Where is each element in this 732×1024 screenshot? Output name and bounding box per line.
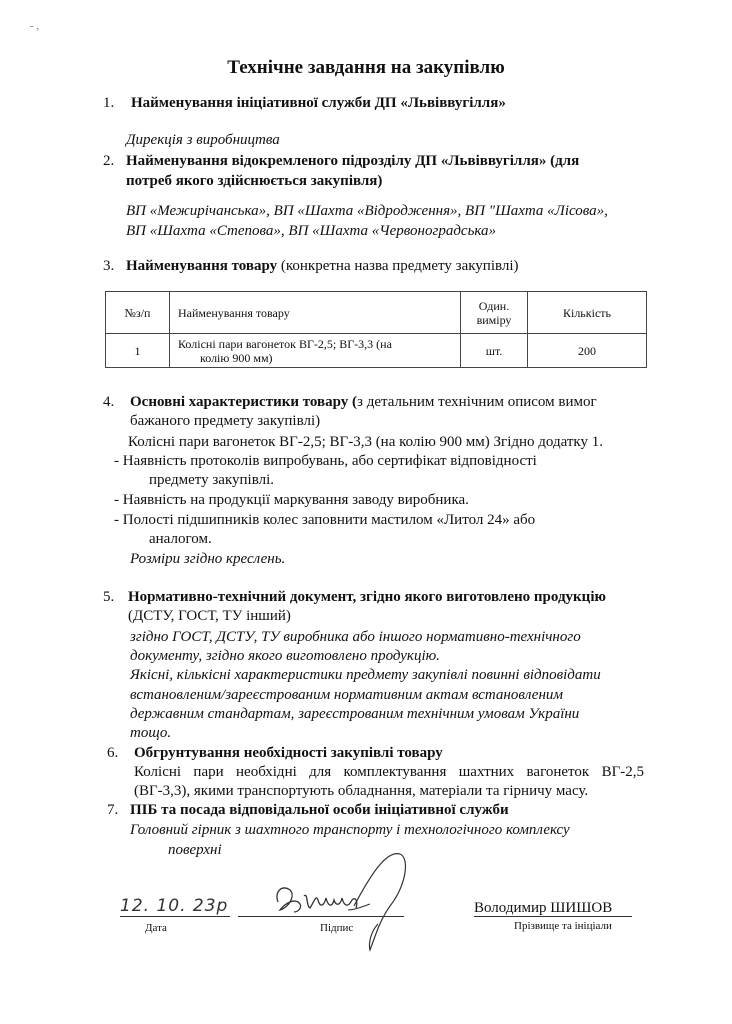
section-3-number: 3.	[103, 258, 115, 274]
section-3-heading-rest: (конкретна назва предмету закупівлі)	[277, 258, 519, 274]
scan-marks: - ,	[30, 20, 40, 32]
signature-line	[238, 916, 404, 917]
signature-label: Підпис	[320, 922, 354, 934]
section-4-bullet-1-line1: - Наявність протоколів випробувань, або сертифікат відповідності	[114, 453, 537, 469]
signature-stroke-1	[277, 888, 301, 912]
name-label: Прізвище та ініціали	[514, 920, 612, 932]
section-4-number: 4.	[103, 394, 115, 410]
row-item-name-line2: колію 900 мм)	[200, 350, 273, 365]
section-5-heading-line2: (ДСТУ, ГОСТ, ТУ інший)	[128, 608, 291, 624]
section-4-bullet-2: - Наявність на продукції маркування заводу виробника.	[114, 492, 469, 508]
goods-table-header-row	[106, 292, 647, 334]
signature-stroke-3	[354, 854, 405, 950]
header-number: №з/п	[106, 292, 170, 334]
handwritten-date: 12. 10. 23р	[120, 896, 229, 916]
section-4-bullet-3-line2: аналогом.	[149, 531, 212, 547]
goods-table	[105, 291, 647, 368]
handwritten-signature	[230, 846, 420, 956]
section-1-value: Дирекція з виробництва	[126, 132, 280, 148]
section-5-line-3: Якісні, кількісні характеристики предмету закупівлі повинні відповідати	[130, 667, 601, 683]
row-quantity: 200	[528, 334, 647, 368]
section-4-bullet-3-line1: - Полості підшипників колес заповнити мастилом «Литол 24» або	[114, 512, 536, 528]
section-4-heading-bold: Основні характеристики товару (	[130, 394, 358, 410]
section-6-line-1: Колісні пари необхідні для комплектування шахтних вагонеток ВГ-2,5	[134, 764, 644, 780]
section-2-heading-line1: Найменування відокремленого підрозділу ДП «Львіввугілля» (для	[126, 153, 580, 169]
section-3-heading	[126, 256, 519, 276]
section-2-number: 2.	[103, 153, 115, 169]
row-unit: шт.	[461, 334, 528, 368]
signatory-name: Володимир ШИШОВ	[474, 900, 613, 916]
section-5-line-2: документу, згідно якого виготовлено продукцію.	[130, 648, 440, 664]
section-5-line-6: тощо.	[130, 725, 172, 741]
section-7-number: 7.	[107, 802, 119, 818]
table-row	[106, 334, 647, 368]
section-6-number: 6.	[107, 745, 119, 761]
section-7-line-1: Головний гірник з шахтного транспорту і технологічного комплексу	[130, 822, 570, 838]
section-1-number: 1.	[103, 95, 115, 111]
section-4-heading-rest: з детальним технічним описом вимог	[357, 394, 597, 410]
section-4-heading-line2: бажаного предмету закупівлі)	[130, 413, 321, 429]
section-5-line-1: згідно ГОСТ, ДСТУ, ТУ виробника або іншого нормативно-технічного	[130, 629, 581, 645]
document-title: Технічне завдання на закупівлю	[227, 57, 505, 78]
section-4-note: Розміри згідно креслень.	[130, 551, 286, 567]
section-5-line-5: державним стандартам, зареєстрованим технічним умовам України	[130, 706, 580, 722]
section-4-bullet-1-line2: предмету закупівлі.	[149, 472, 275, 488]
section-5-heading: Нормативно-технічний документ, згідно якого виготовлено продукцію	[128, 589, 606, 605]
section-6-line-2: (ВГ-3,3), якими транспортують обладнання, матеріали та гірничу масу.	[134, 783, 589, 799]
section-2-heading-line2: потреб якого здійснюється закупівля)	[126, 173, 383, 189]
header-quantity: Кількість	[528, 292, 647, 334]
date-line	[120, 916, 230, 917]
section-1-heading: Найменування ініціативної служби ДП «Львіввугілля»	[131, 95, 506, 111]
section-5-number: 5.	[103, 589, 115, 605]
section-3-heading-bold: Найменування товару	[126, 258, 278, 274]
header-unit: Один. виміру	[461, 292, 528, 334]
row-number: 1	[106, 334, 170, 368]
row-item-name	[170, 334, 461, 368]
section-2-value-line1: ВП «Межирічанська», ВП «Шахта «Відродження», ВП "Шахта «Лісова»,	[126, 203, 608, 219]
signature-stroke-4	[348, 904, 370, 910]
signature-stroke-2	[304, 895, 357, 908]
section-7-heading: ПІБ та посада відповідальної особи ініціативної служби	[130, 802, 509, 818]
section-2-value-line2: ВП «Шахта «Степова», ВП «Шахта «Червоноградська»	[126, 223, 497, 239]
section-6-heading: Обгрунтування необхідності закупівлі товару	[134, 745, 443, 761]
section-4-description: Колісні пари вагонеток ВГ-2,5; ВГ-3,3 (на колію 900 мм) Згідно додатку 1.	[128, 434, 604, 450]
date-label: Дата	[145, 922, 167, 934]
row-item-name-line1: Колісні пари вагонеток ВГ-2,5; ВГ-3,3 (на	[178, 336, 392, 351]
section-7-line-2: поверхні	[168, 842, 222, 858]
section-4-heading	[130, 392, 597, 412]
section-5-line-4: встановленим/зареєстрованим нормативним актам встановленим	[130, 687, 563, 703]
name-line	[474, 916, 632, 917]
header-item-name: Найменування товару	[170, 292, 461, 334]
